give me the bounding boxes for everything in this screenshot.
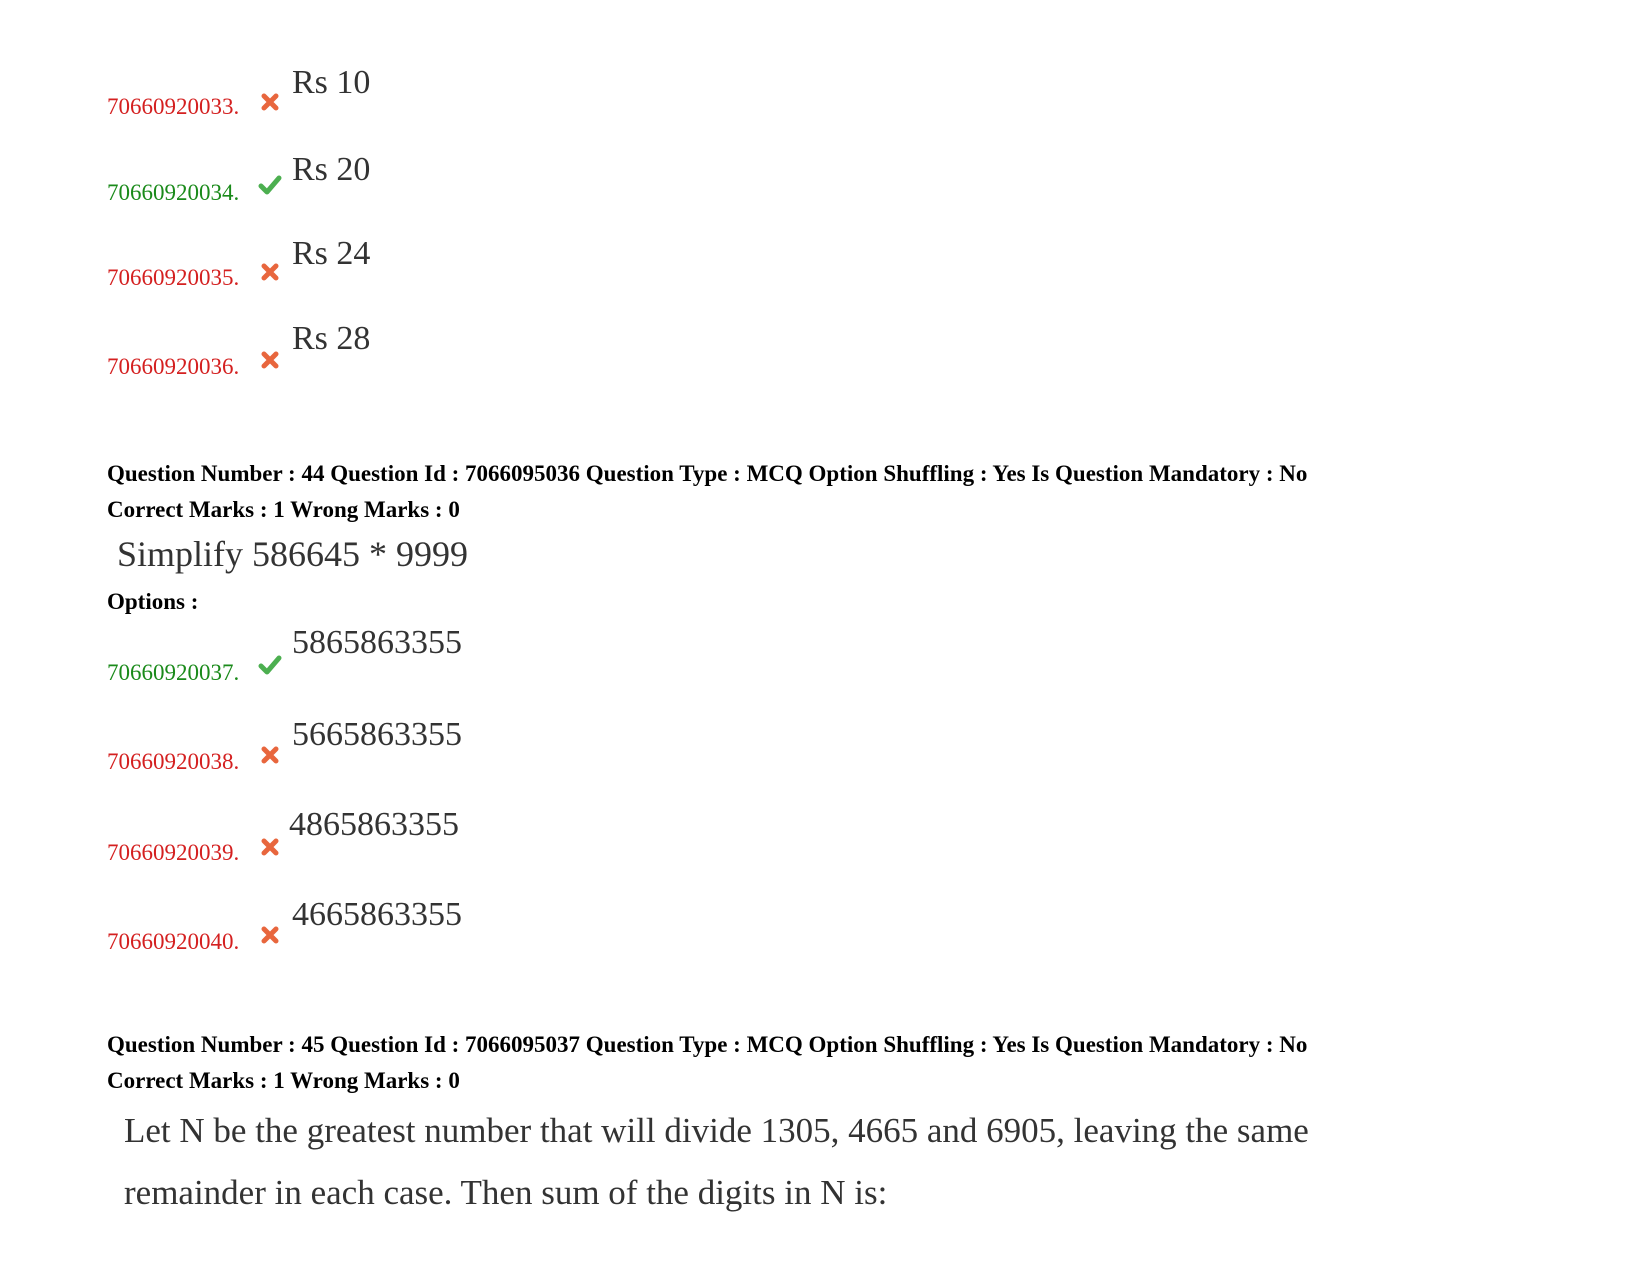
option-row (107, 320, 707, 379)
option-text: Rs 28 (292, 320, 371, 357)
option-text: 5665863355 (292, 716, 462, 753)
cross-icon (257, 89, 283, 115)
question-header: Question Number : 44 Question Id : 7066095036 Question Type : MCQ Option Shuffling : Yes Is Question Mandatory : No (107, 461, 1308, 486)
cross-icon (257, 347, 283, 373)
option-text: Rs 10 (292, 64, 371, 101)
option-id: 70660920037. (107, 660, 240, 685)
option-id: 70660920036. (107, 354, 240, 379)
option-id: 70660920034. (107, 180, 240, 205)
option-row (107, 624, 707, 685)
option-id: 70660920040. (107, 929, 240, 954)
option-row (107, 896, 707, 954)
question-text-line-1: Let N be the greatest number that will divide 1305, 4665 and 6905, leaving the same (124, 1111, 1309, 1150)
option-text: 4865863355 (289, 806, 459, 843)
option-id: 70660920033. (107, 94, 240, 119)
option-id: 70660920035. (107, 265, 240, 290)
options-label: Options : (107, 589, 199, 614)
option-text: 5865863355 (292, 624, 462, 661)
option-row (107, 806, 707, 865)
cross-icon (257, 834, 283, 860)
option-row (107, 151, 707, 205)
question-text-line-2: remainder in each case. Then sum of the digits in N is: (124, 1173, 888, 1212)
question-header: Question Number : 45 Question Id : 7066095037 Question Type : MCQ Option Shuffling : Yes Is Question Mandatory : No (107, 1032, 1308, 1057)
check-icon (257, 172, 283, 198)
question-marks: Correct Marks : 1 Wrong Marks : 0 (107, 497, 460, 522)
cross-icon (257, 922, 283, 948)
option-row (107, 235, 707, 290)
question-text: Simplify 586645 * 9999 (117, 534, 469, 574)
cross-icon (257, 742, 283, 768)
cross-icon (257, 259, 283, 285)
option-text: 4665863355 (292, 896, 462, 933)
option-id: 70660920039. (107, 840, 240, 865)
check-icon (257, 652, 283, 678)
option-row (107, 64, 707, 119)
option-id: 70660920038. (107, 749, 240, 774)
option-text: Rs 20 (292, 151, 371, 188)
option-row (107, 716, 707, 774)
option-text: Rs 24 (292, 235, 371, 272)
question-marks: Correct Marks : 1 Wrong Marks : 0 (107, 1068, 460, 1093)
